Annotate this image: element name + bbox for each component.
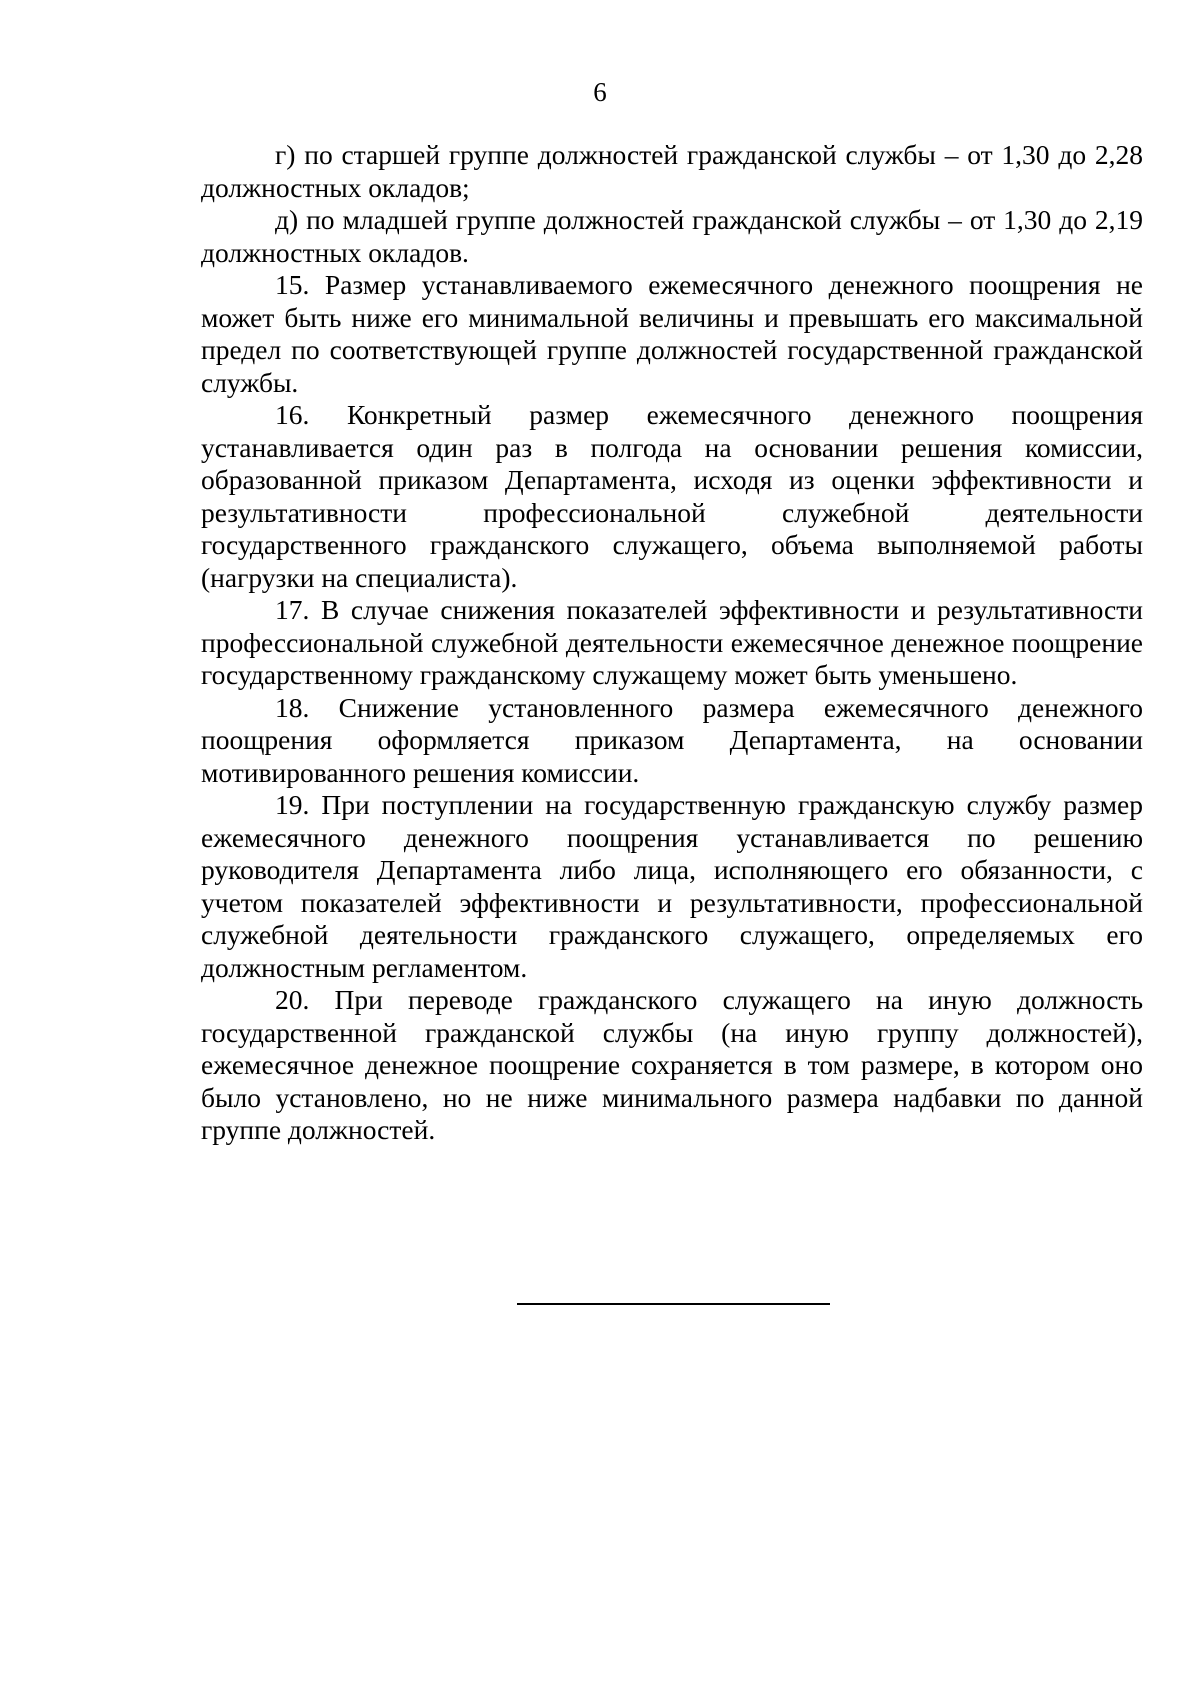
paragraph-20: 20. При переводе гражданского служащего на иную должность государственной гражданской службы (на иную группу должностей), ежемесячное денежное поощрение сохраняется в том размере, в котором оно было установлено, но не ниже минимального размера надбавки по данной группе должностей. bbox=[201, 984, 1143, 1145]
paragraph-item-d: д) по младшей группе должностей гражданской службы – от 1,30 до 2,19 должностных окладов. bbox=[201, 204, 1143, 268]
end-separator-line bbox=[517, 1303, 830, 1305]
paragraph-17: 17. В случае снижения показателей эффективности и результативности профессиональной служебной деятельности ежемесячное денежное поощрение государственному гражданскому служащему может быть уменьшено. bbox=[201, 594, 1143, 690]
paragraph-15: 15. Размер устанавливаемого ежемесячного денежного поощрения не может быть ниже его минимальной величины и превышать его максимальной предел по соответствующей группе должностей государственной гражданской службы. bbox=[201, 269, 1143, 398]
document-body bbox=[201, 139, 1143, 1147]
paragraph-19: 19. При поступлении на государственную гражданскую службу размер ежемесячного денежного поощрения устанавливается по решению руководителя Департамента либо лица, исполняющего его обязанности, с учетом показателей эффективности и результативности, профессиональной служебной деятельности гражданского служащего, определяемых его должностным регламентом. bbox=[201, 789, 1143, 983]
paragraph-18: 18. Снижение установленного размера ежемесячного денежного поощрения оформляется приказом Департамента, на основании мотивированного решения комиссии. bbox=[201, 691, 1143, 788]
page-number: 6 bbox=[593, 77, 607, 107]
paragraph-16: 16. Конкретный размер ежемесячного денежного поощрения устанавливается один раз в полгода на основании решения комиссии, образованной приказом Департамента, исходя из оценки эффективности и результативности профессиональной служебной деятельности государственного гражданского служащего, объема выполняемой работы (нагрузки на специалиста). bbox=[201, 399, 1143, 593]
paragraph-item-g: г) по старшей группе должностей гражданской службы – от 1,30 до 2,28 должностных окладов; bbox=[201, 139, 1143, 203]
